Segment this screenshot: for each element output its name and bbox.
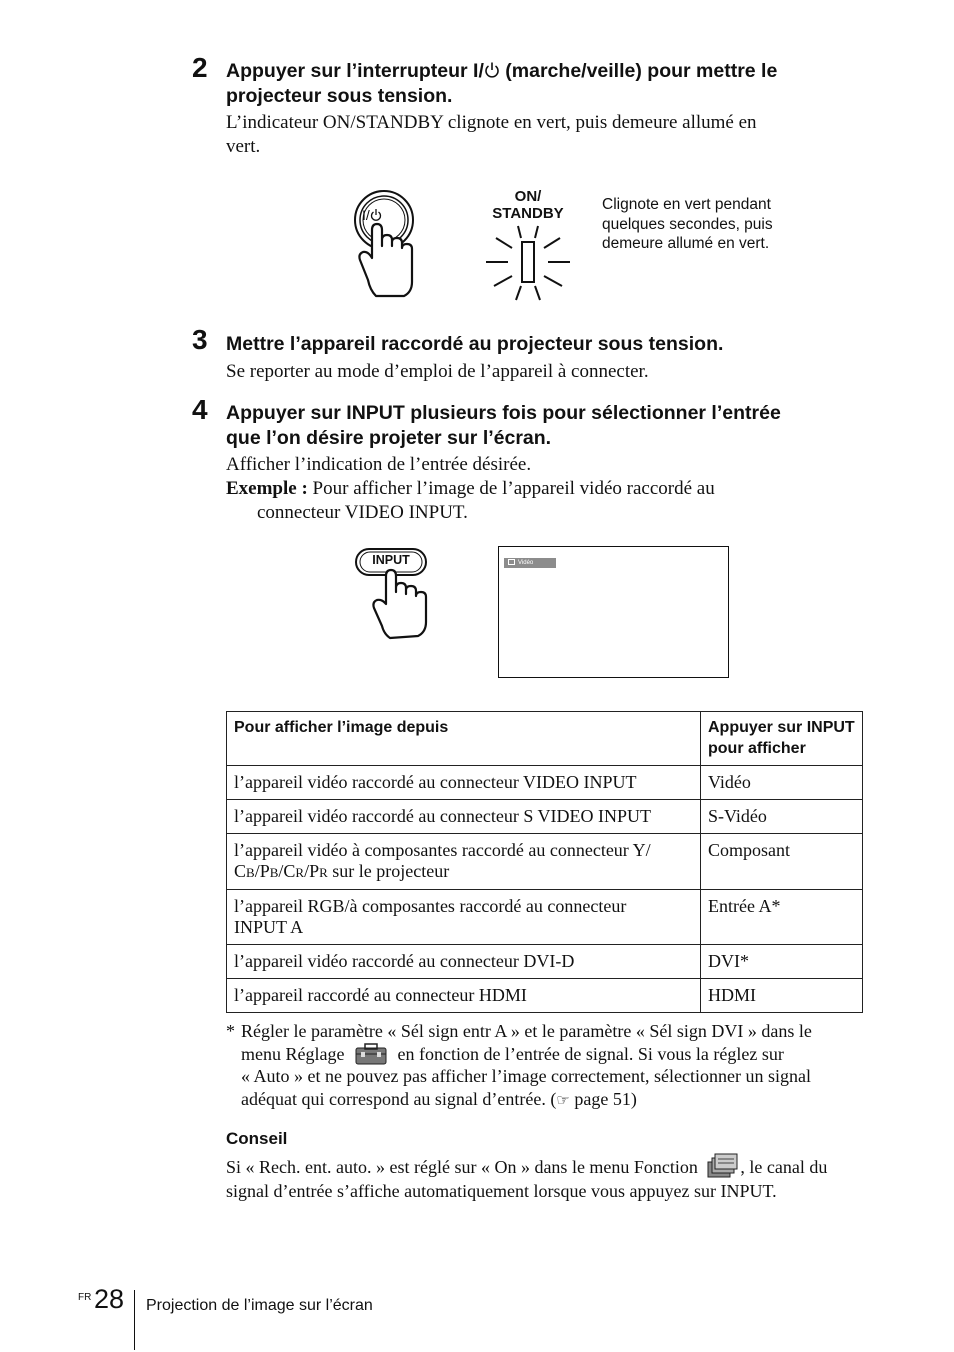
- text-part: , le canal du: [740, 1157, 828, 1177]
- text-part: menu Réglage: [241, 1043, 345, 1064]
- text-part: /P: [304, 861, 320, 881]
- footer-divider: [134, 1290, 135, 1350]
- table-cell: S-Vidéo: [701, 800, 863, 834]
- caption-line: demeure allumé en vert.: [602, 235, 770, 252]
- footnote: [241, 1020, 861, 1111]
- input-table: [226, 711, 863, 1013]
- example-line: connecteur VIDEO INPUT.: [257, 502, 468, 523]
- text-part: sur le projecteur: [327, 861, 450, 881]
- step-number: 4: [192, 394, 208, 425]
- table-cell: Entrée A*: [701, 890, 863, 945]
- switch-label-text: I/: [362, 207, 370, 223]
- table-row: [227, 766, 863, 800]
- example-line: [226, 477, 715, 501]
- text-part: page 51): [574, 1088, 637, 1109]
- page-number: 28: [94, 1284, 125, 1314]
- footnote-line: « Auto » et ne pouvez pas afficher l’image correctement, sélectionner un signal: [241, 1066, 811, 1086]
- example-text: Pour afficher l’image de l’appareil vidéo raccordé au: [307, 478, 715, 499]
- tip-text: [226, 1153, 866, 1203]
- text-part: C: [234, 861, 247, 881]
- table-cell: l’appareil vidéo raccordé au connecteur S VIDEO INPUT: [227, 800, 701, 834]
- input-icon: [508, 559, 515, 565]
- power-icon: [484, 61, 500, 79]
- table-cell: HDMI: [701, 979, 863, 1013]
- table-header-row: [227, 712, 863, 766]
- table-cell: Composant: [701, 834, 863, 890]
- table-row: [227, 800, 863, 834]
- table-cell: Vidéo: [701, 766, 863, 800]
- table-cell-line: l’appareil RGB/à composantes raccordé au connecteur: [234, 896, 627, 916]
- table-cell: [227, 834, 701, 890]
- caption-line: quelques secondes, puis: [602, 215, 773, 233]
- language-code: FR: [78, 1292, 92, 1303]
- tip-line: signal d’entrée s’affiche automatiquement lorsque vous appuyez sur INPUT.: [226, 1180, 777, 1201]
- text-part: R: [295, 865, 305, 880]
- text-part: Si « Rech. ent. auto. » est réglé sur « On » dans le menu Fonction: [226, 1157, 698, 1177]
- pointing-hand-icon: ☞: [556, 1090, 570, 1109]
- step-heading-part: Appuyer sur l’interrupteur I/: [226, 60, 484, 82]
- section-title: Projection de l’image sur l’écran: [146, 1297, 373, 1314]
- step-body: Se reporter au mode d’emploi de l’appareil à connecter.: [226, 361, 649, 382]
- input-button-label: INPUT: [372, 553, 410, 567]
- step-heading: Appuyer sur INPUT plusieurs fois pour sélectionner l’entrée: [226, 402, 781, 424]
- footnote-line: [241, 1043, 861, 1066]
- tip-line: [226, 1153, 866, 1180]
- table-header-line: pour afficher: [708, 740, 806, 757]
- step-heading: que l’on désire projeter sur l’écran.: [226, 427, 552, 449]
- table-cell: [227, 890, 701, 945]
- footnote-line: [241, 1088, 861, 1112]
- table-header: [701, 712, 863, 766]
- table-cell-line: INPUT A: [234, 917, 304, 937]
- indicator-caption: [602, 195, 773, 254]
- table-cell-line: [234, 861, 693, 883]
- table-header-line: Appuyer sur INPUT: [708, 719, 855, 736]
- table-cell: l’appareil vidéo raccordé au connecteur DVI-D: [227, 945, 701, 979]
- power-switch-illustration: [346, 186, 426, 302]
- example-label: Exemple :: [226, 478, 308, 499]
- table-row: [227, 979, 863, 1013]
- text-part: B: [246, 865, 255, 880]
- step-heading: Mettre l’appareil raccordé au projecteur sous tension.: [226, 333, 724, 355]
- table-cell: l’appareil vidéo raccordé au connecteur VIDEO INPUT: [227, 766, 701, 800]
- step-body: L’indicateur ON/STANDBY clignote en vert, puis demeure allumé en: [226, 112, 757, 133]
- text-part: adéquat qui correspond au signal d’entrée. (: [241, 1088, 557, 1109]
- step-body: Afficher l’indication de l’entrée désirée.: [226, 454, 532, 475]
- text-part: /P: [254, 861, 270, 881]
- indicator-label-line: ON/: [514, 188, 542, 205]
- table-header: Pour afficher l’image depuis: [227, 712, 701, 766]
- step-number: 3: [192, 324, 208, 355]
- indicator-label-line: STANDBY: [492, 205, 564, 222]
- text-part: /C: [278, 861, 296, 881]
- settings-toolbox-icon: [355, 1043, 387, 1065]
- table-cell-line: l’appareil vidéo à composantes raccordé au connecteur Y/: [234, 840, 651, 860]
- caption-line: Clignote en vert pendant: [602, 196, 771, 213]
- tip-title: Conseil: [226, 1129, 288, 1148]
- step-heading: [226, 59, 777, 83]
- step-heading-part: (marche/veille) pour mettre le: [499, 60, 778, 82]
- power-icon: [370, 208, 382, 222]
- switch-label: [362, 207, 382, 223]
- footnote-mark: *: [226, 1021, 235, 1041]
- screen-display: [498, 546, 729, 678]
- step-number: 2: [192, 52, 208, 83]
- table-row: [227, 834, 863, 890]
- footnote-line: Régler le paramètre « Sél sign entr A » et le paramètre « Sél sign DVI » dans le: [241, 1021, 812, 1041]
- function-menu-icon: [706, 1153, 738, 1179]
- table-cell: l’appareil raccordé au connecteur HDMI: [227, 979, 701, 1013]
- indicator-label: [478, 188, 578, 222]
- step-heading-line: projecteur sous tension.: [226, 85, 453, 107]
- text-part: R: [319, 865, 328, 880]
- blinking-indicator-icon: [482, 222, 574, 306]
- table-cell: DVI*: [701, 945, 863, 979]
- table-row: [227, 890, 863, 945]
- text-part: en fonction de l’entrée de signal. Si vous la réglez sur: [397, 1043, 784, 1064]
- step-body: vert.: [226, 136, 261, 157]
- input-indicator-tag: [504, 558, 556, 568]
- table-row: [227, 945, 863, 979]
- input-indicator-text: Vidéo: [518, 560, 534, 566]
- text-part: B: [269, 865, 279, 880]
